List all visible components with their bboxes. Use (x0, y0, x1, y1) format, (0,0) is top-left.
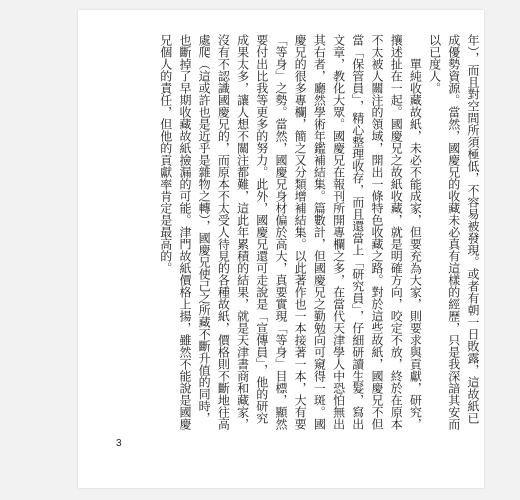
paragraph-2: 單純收藏故紙，未必不能成家，但要充為大家，則要求與貢獻，研究，攘述扯在一起。國慶兄之故紙收藏，就是明確方向，咬定不放，終於在原本不太被人關注的領域，開出一條特色收藏之路。對於這些故紙，國慶兄不但當「保管員」，精心整理收存，而且還當上「研究員」，仔細研讀生髮，寫出文章，教化大眾。國慶兄在報刊所開專欄之多，在當代天津學人中恐怕無出其右者，廳然學術年鑑補結集。篇數計，但國慶兄之勤勉向可窺得一斑。國慶兄的很多專欄，簡之又分類增補結集。以此著作也一本接著一本，大有要「等身」之勢。當然，國慶兄身材偏於高大，真要實現「等身」目標，顯然要付出比我等更多的努力。此外，國慶兄還可走說是「宣傳員」，他的研究成果太多，讓人想不關注都難，這此年累積的結果，就是天津書商和藏家，沒有不認識國慶兄的，而原本不太受人待見的各種故紙，價格則不斷地往高處爬（這或許也是近乎是雜物之轉），國慶兄使己之所藏不斷升值的同時，也斷掉了早期收藏故紙撿漏的可能。津門故紙價格上揚，雖然不能說是國慶兄個人的責任，但他的貢獻率肯定是最高的。 (158, 34, 423, 430)
vertical-text-body (100, 34, 482, 434)
paragraph-1: 年），而且對空間所須極低，不容易被發現。或者有朝一日敗露，這故紙已成優勢資源。當然，國慶兄的收藏未必真有這樣的經歷，只是我深諳其安而以已度人。 (427, 34, 480, 430)
page-number: 3 (116, 438, 122, 449)
document-page (78, 10, 484, 488)
